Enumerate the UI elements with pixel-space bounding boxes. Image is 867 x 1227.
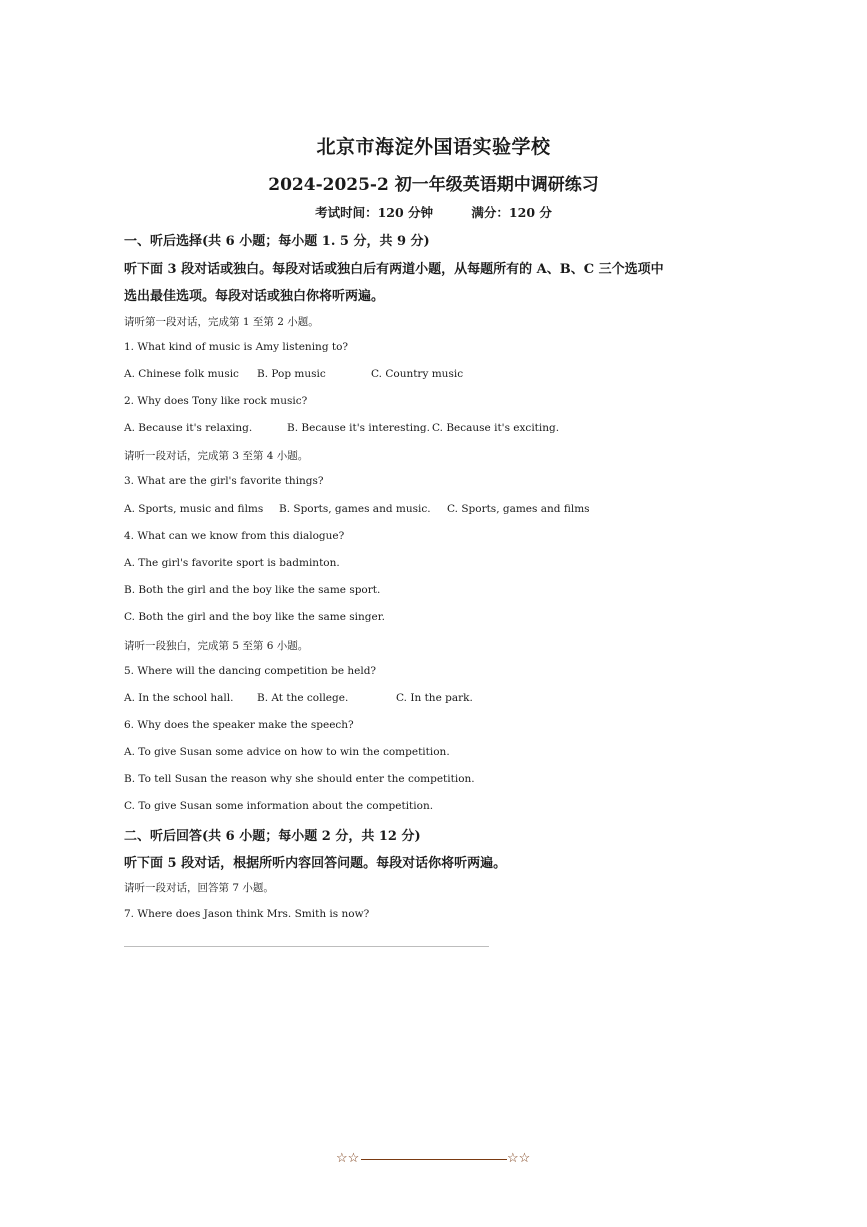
- part2-dialog1-label: 请听一段对话，回答第 7 小题。: [124, 882, 274, 894]
- q1-option-c: C. Country music: [371, 368, 464, 380]
- question-7: 7. Where does Jason think Mrs. Smith is now?: [124, 908, 370, 920]
- footer-rule: [361, 1159, 507, 1160]
- exam-title: 2024-2025-2 初一年级英语期中调研练习: [268, 175, 599, 195]
- q2-option-b: B. Because it's interesting.: [287, 422, 430, 434]
- q5-option-c: C. In the park.: [396, 692, 473, 704]
- exam-meta: [0, 203, 867, 221]
- question-4: 4. What can we know from this dialogue?: [124, 530, 345, 542]
- part1-heading: 一、听后选择(共 6 小题；每小题 1. 5 分，共 9 分): [124, 234, 430, 249]
- exam-score: 满分：120 分: [471, 205, 552, 220]
- question-2: 2. Why does Tony like rock music?: [124, 395, 308, 407]
- part2-instruction: 听下面 5 段对话，根据所听内容回答问题。每段对话你将听两遍。: [124, 856, 507, 871]
- dialog2-label: 请听一段对话，完成第 3 至第 4 小题。: [124, 450, 309, 462]
- q4-option-c: C. Both the girl and the boy like the same singer.: [124, 611, 385, 623]
- question-1: 1. What kind of music is Amy listening to?: [124, 341, 349, 353]
- q3-option-b: B. Sports, games and music.: [279, 503, 431, 515]
- q4-option-a: A. The girl's favorite sport is badminton.: [124, 557, 340, 569]
- answer-line[interactable]: [124, 946, 489, 947]
- q2-option-c: C. Because it's exciting.: [432, 422, 560, 434]
- q5-option-b: B. At the college.: [257, 692, 349, 704]
- star-icon: ☆☆: [507, 1151, 531, 1166]
- q1-option-b: B. Pop music: [257, 368, 326, 380]
- question-3: 3. What are the girl's favorite things?: [124, 475, 324, 487]
- q2-option-a: A. Because it's relaxing.: [124, 422, 253, 434]
- page-footer-ornament: [336, 1150, 532, 1168]
- part2-heading: 二、听后回答(共 6 小题；每小题 2 分，共 12 分): [124, 829, 421, 844]
- dialog1-label: 请听第一段对话，完成第 1 至第 2 小题。: [124, 316, 319, 328]
- q3-option-a: A. Sports, music and films: [124, 503, 264, 515]
- q4-option-b: B. Both the girl and the boy like the same sport.: [124, 584, 381, 596]
- q3-option-c: C. Sports, games and films: [447, 503, 590, 515]
- q6-option-c: C. To give Susan some information about the competition.: [124, 800, 434, 812]
- q6-option-b: B. To tell Susan the reason why she should enter the competition.: [124, 773, 475, 785]
- part1-instruction-2: 选出最佳选项。每段对话或独白你将听两遍。: [124, 289, 385, 304]
- q6-option-a: A. To give Susan some advice on how to win the competition.: [124, 746, 450, 758]
- question-6: 6. Why does the speaker make the speech?: [124, 719, 354, 731]
- q1-option-a: A. Chinese folk music: [124, 368, 239, 380]
- q5-option-a: A. In the school hall.: [124, 692, 234, 704]
- dialog3-label: 请听一段独白，完成第 5 至第 6 小题。: [124, 640, 309, 652]
- part1-instruction-1: 听下面 3 段对话或独白。每段对话或独白后有两道小题，从每题所有的 A、B、C 三个选项中: [124, 262, 664, 277]
- star-icon: ☆☆: [336, 1151, 360, 1166]
- exam-time: 考试时间：120 分钟: [315, 205, 434, 220]
- school-name: 北京市海淀外国语实验学校: [316, 136, 551, 158]
- question-5: 5. Where will the dancing competition be held?: [124, 665, 377, 677]
